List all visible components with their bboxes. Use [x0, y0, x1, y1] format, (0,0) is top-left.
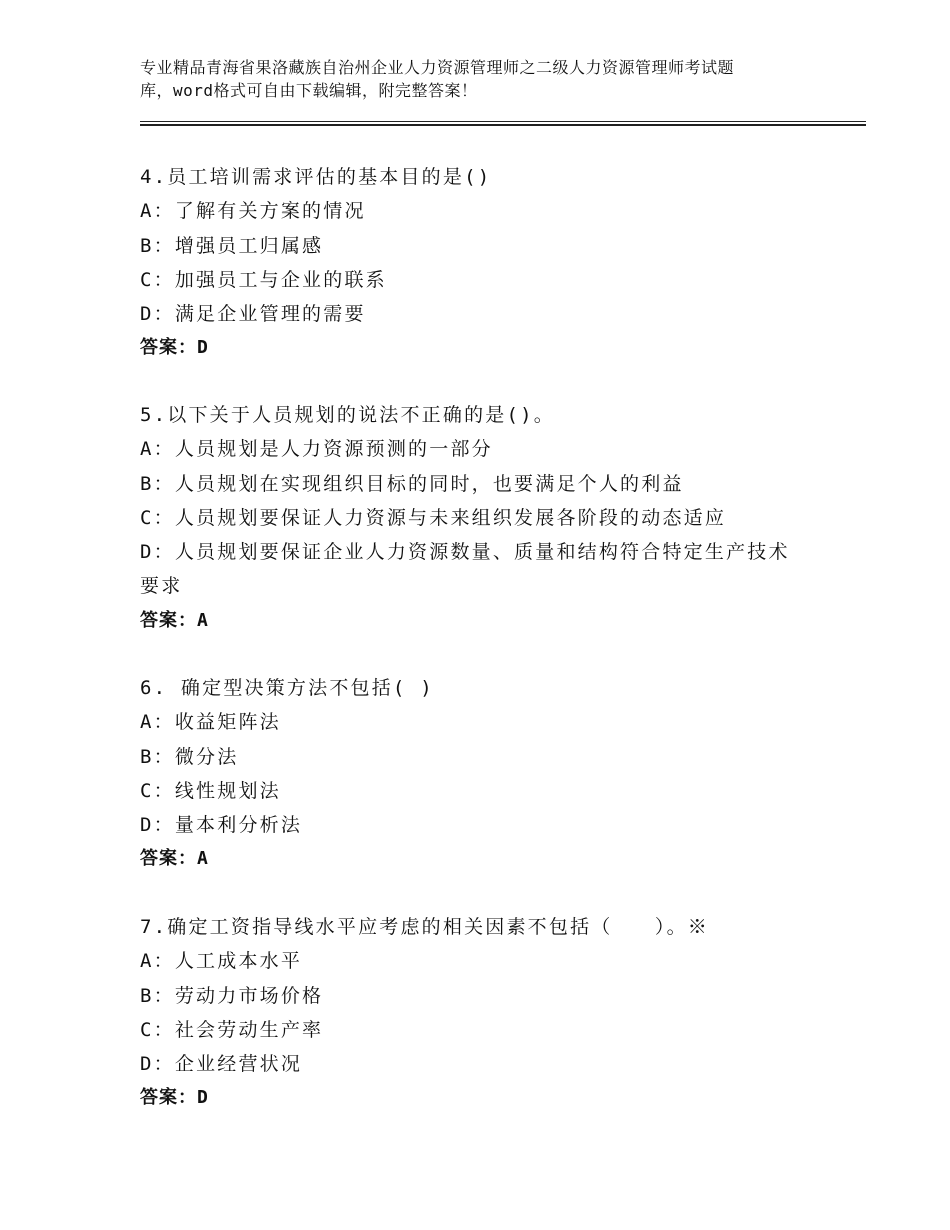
option-d: D：满足企业管理的需要 — [140, 303, 366, 326]
option-a: A：收益矩阵法 — [140, 711, 281, 734]
option-a: A：人员规划是人力资源预测的一部分 — [140, 438, 493, 461]
option-c: C：线性规划法 — [140, 779, 281, 802]
option-b: B：增强员工归属感 — [140, 234, 324, 257]
header-divider-thick — [140, 124, 866, 126]
option-b: B：劳动力市场价格 — [140, 984, 324, 1007]
option-c: C：社会劳动生产率 — [140, 1018, 324, 1041]
header-divider-thin — [140, 121, 866, 122]
option-c: C：加强员工与企业的联系 — [140, 268, 387, 291]
answer-value: A — [197, 609, 209, 631]
option-c: C：人员规划要保证人力资源与未来组织发展各阶段的动态适应 — [140, 506, 727, 529]
answer-line — [140, 1081, 820, 1115]
option-d: D：企业经营状况 — [140, 1053, 303, 1076]
question-stem: 4.员工培训需求评估的基本目的是() — [140, 166, 492, 188]
question-4 — [140, 160, 820, 366]
option-b: B：微分法 — [140, 745, 239, 768]
answer-label: 答案： — [140, 337, 197, 359]
question-5 — [140, 398, 820, 638]
answer-value: D — [197, 337, 209, 359]
option-a: A：人工成本水平 — [140, 950, 303, 973]
option-d-continued: 要求 — [140, 575, 183, 598]
answer-line — [140, 842, 820, 876]
answer-line — [140, 604, 820, 638]
header-line-2: 库，word格式可自由下载编辑，附完整答案！ — [140, 81, 478, 100]
question-stem: 5.以下关于人员规划的说法不正确的是()。 — [140, 404, 555, 426]
answer-label: 答案： — [140, 1087, 197, 1109]
option-a: A：了解有关方案的情况 — [140, 200, 366, 223]
option-d: D：人员规划要保证企业人力资源数量、质量和结构符合特定生产技术 — [140, 541, 790, 564]
question-stem: 6. 确定型决策方法不包括( ) — [140, 677, 434, 699]
question-stem: 7.确定工资指导线水平应考虑的相关因素不包括（ ）。※ — [140, 916, 709, 938]
header-line-1: 专业精品青海省果洛藏族自治州企业人力资源管理师之二级人力资源管理师考试题 — [140, 58, 735, 77]
question-7 — [140, 910, 820, 1116]
answer-label: 答案： — [140, 609, 197, 631]
answer-value: D — [197, 1087, 209, 1109]
document-header — [140, 56, 830, 102]
answer-value: A — [197, 848, 209, 870]
question-6 — [140, 671, 820, 877]
option-b: B：人员规划在实现组织目标的同时，也要满足个人的利益 — [140, 472, 684, 495]
option-d: D：量本利分析法 — [140, 814, 303, 837]
answer-label: 答案： — [140, 848, 197, 870]
answer-line — [140, 331, 820, 365]
